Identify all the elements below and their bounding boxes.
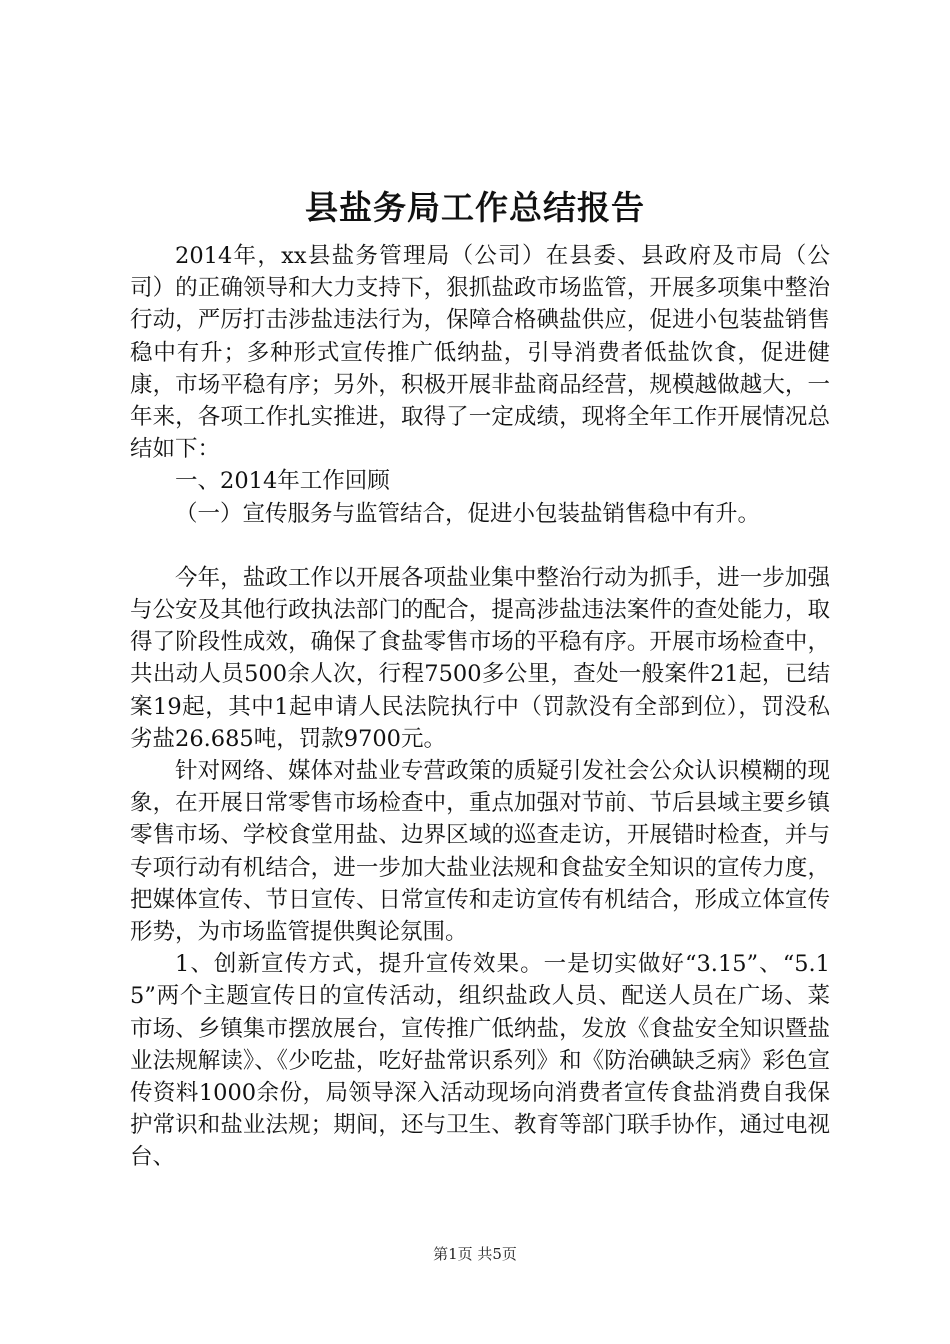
subsection-heading-publicity: （一）宣传服务与监管结合，促进小包装盐销售稳中有升。	[175, 500, 761, 527]
document-title: 县盐务局工作总结报告	[305, 188, 645, 227]
paragraph-intro: 2014年，xx县盐务管理局（公司）在县委、县政府及市局（公司）的正确领导和大力支持下，狠抓盐政市场监管，开展多项集中整治行动，严厉打击涉盐违法行为，保障合格碘盐供应，促进小包装盐销售稳中有升；多种形式宣传推广低纳盐，引导消费者低盐饮食，促进健康，市场平稳有序；另外，积极开展非盐商品经营，规模越做越大，一年来，各项工作扎实推进，取得了一定成绩，现将全年工作开展情况总结如下：	[130, 243, 830, 463]
page-footer: 第1页 共5页	[433, 1245, 517, 1263]
document-body	[130, 240, 830, 1174]
paragraph-enforcement: 今年，盐政工作以开展各项盐业集中整治行动为抓手，进一步加强与公安及其他行政执法部门的配合，提高涉盐违法案件的查处能力，取得了阶段性成效，确保了食盐零售市场的平稳有序。开展市场检查中，共出动人员500余人次，行程7500多公里，查处一般案件21起，已结案19起，其中1起申请人民法院执行中（罚款没有全部到位），罚没私劣盐26.685吨，罚款9700元。	[130, 564, 830, 752]
paragraph-publicity-methods: 1、创新宣传方式，提升宣传效果。一是切实做好“3.15”、“5.15”两个主题宣传日的宣传活动，组织盐政人员、配送人员在广场、菜市场、乡镇集市摆放展台，宣传推广低纳盐，发放《食盐安全知识暨盐业法规解读》、《少吃盐，吃好盐常识系列》和《防治碘缺乏病》彩色宣传资料1000余份，局领导深入活动现场向消费者宣传食盐消费自我保护常识和盐业法规；期间，还与卫生、教育等部门联手协作，通过电视台、	[130, 951, 830, 1171]
section-heading-review: 一、2014年工作回顾	[175, 468, 390, 495]
paragraph-market-inspection: 针对网络、媒体对盐业专营政策的质疑引发社会公众认识模糊的现象，在开展日常零售市场检查中，重点加强对节前、节后县域主要乡镇零售市场、学校食堂用盐、边界区域的巡查走访，开展错时检查，并与专项行动有机结合，进一步加大盐业法规和食盐安全知识的宣传力度，把媒体宣传、节日宣传、日常宣传和走访宣传有机结合，形成立体宣传形势，为市场监管提供舆论氛围。	[130, 758, 830, 946]
